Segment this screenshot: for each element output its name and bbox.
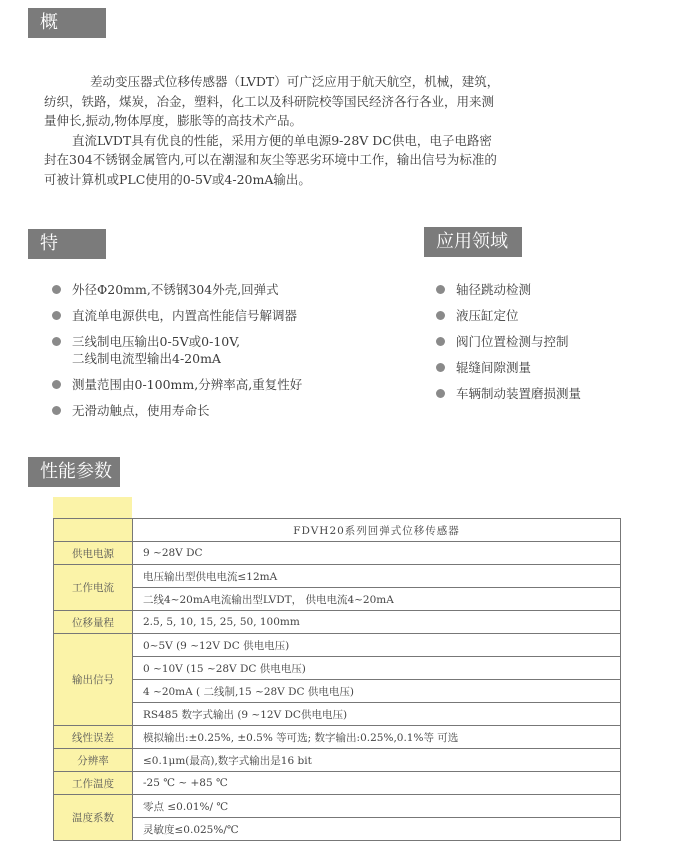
features-heading-text: 特点 — [40, 233, 80, 284]
table-row — [54, 703, 621, 726]
applications-heading — [424, 227, 522, 257]
row-label: 温度系数 — [54, 795, 133, 841]
row-label: 分辨率 — [54, 749, 133, 772]
table-row — [54, 795, 621, 818]
table-row — [54, 565, 621, 588]
feature-item — [48, 281, 388, 298]
row-label: 工作电流 — [54, 565, 133, 611]
table-row — [54, 680, 621, 703]
feature-text: 无滑动触点，使用寿命长 — [72, 403, 210, 418]
table-row — [54, 749, 621, 772]
application-item — [432, 281, 652, 298]
params-heading — [28, 457, 120, 487]
row-value: 0~5V (9 ~12V DC 供电电压) — [133, 634, 621, 657]
row-value: 4 ~20mA ( 二线制,15 ~28V DC 供电电压) — [133, 680, 621, 703]
row-value: 零点 ≤0.01%/ ℃ — [133, 795, 621, 818]
bullet-icon — [436, 389, 445, 398]
overview-heading — [28, 8, 106, 63]
row-value: RS485 数字式输出 (9 ~12V DC供电电压) — [133, 703, 621, 726]
feature-item — [48, 402, 388, 419]
application-text: 车辆制动装置磨损测量 — [456, 386, 582, 401]
row-label: 位移量程 — [54, 611, 133, 634]
table-row — [54, 542, 621, 565]
bullet-icon — [52, 380, 61, 389]
row-value: 2.5, 5, 10, 15, 25, 50, 100mm — [133, 611, 621, 634]
table-row — [54, 726, 621, 749]
row-label: 输出信号 — [54, 634, 133, 726]
application-text: 液压缸定位 — [456, 308, 519, 323]
table-header-tab — [53, 497, 132, 518]
feature-item — [48, 307, 388, 324]
table-row — [54, 519, 621, 542]
application-item — [432, 307, 652, 324]
overview-paragraph-1: 差动变压器式位移传感器（LVDT）可广泛应用于航天航空，机械，建筑，纺织，铁路，煤炭，冶金，塑料，化工以及科研院校等国民经济各行各业，用来测量伸长,振动,物体厚度，膨胀等的高技术产品。 — [44, 74, 500, 128]
application-item — [432, 333, 652, 350]
row-value: 电压输出型供电电流≤12mA — [133, 565, 621, 588]
features-list — [48, 281, 388, 428]
bullet-icon — [436, 363, 445, 372]
application-item — [432, 359, 652, 376]
row-value: 0 ~10V (15 ~28V DC 供电电压) — [133, 657, 621, 680]
row-label: 线性误差 — [54, 726, 133, 749]
applications-heading-text: 应用领域 — [436, 231, 508, 252]
table-title: FDVH20系列回弹式位移传感器 — [133, 519, 621, 542]
feature-text: 直流单电源供电，内置高性能信号解调器 — [72, 308, 298, 323]
bullet-icon — [52, 285, 61, 294]
feature-text: 外径Φ20mm,不锈钢304外壳,回弹式 — [72, 282, 279, 297]
table-row — [54, 818, 621, 841]
bullet-icon — [52, 406, 61, 415]
bullet-icon — [52, 311, 61, 320]
row-value: 灵敏度≤0.025%/℃ — [133, 818, 621, 841]
row-value: 二线4~20mA电流输出型LVDT， 供电电流4~20mA — [133, 588, 621, 611]
row-value: -25 ℃ ~ +85 ℃ — [133, 772, 621, 795]
overview-text — [44, 72, 504, 189]
row-label: 供电电源 — [54, 542, 133, 565]
application-text: 辊缝间隙测量 — [456, 360, 532, 375]
overview-paragraph-2: 直流LVDT具有优良的性能，采用方便的单电源9-28V DC供电，电子电路密封在304不锈钢金属管内,可以在潮湿和灰尘等恶劣环境中工作，输出信号为标准的可被计算机或PLC使用的0-5V或4-20mA输出。 — [44, 132, 497, 187]
table-row — [54, 772, 621, 795]
features-heading — [28, 229, 106, 284]
table-row — [54, 634, 621, 657]
table-row — [54, 588, 621, 611]
overview-heading-text: 概述 — [40, 12, 78, 63]
row-value: ≤0.1μm(最高),数字式输出是16 bit — [133, 749, 621, 772]
bullet-icon — [436, 337, 445, 346]
application-text: 阀门位置检测与控制 — [456, 334, 569, 349]
bullet-icon — [436, 285, 445, 294]
table-row — [54, 611, 621, 634]
feature-text: 测量范围由0-100mm,分辨率高,重复性好 — [72, 377, 303, 392]
feature-item — [48, 376, 388, 393]
row-value: 模拟输出:±0.25%, ±0.5% 等可选; 数字输出:0.25%,0.1%等 可选 — [133, 726, 621, 749]
spec-table — [53, 518, 621, 841]
application-text: 轴径跳动检测 — [456, 282, 532, 297]
bullet-icon — [52, 337, 61, 346]
application-item — [432, 385, 652, 402]
params-heading-text: 性能参数 — [40, 461, 112, 482]
feature-text-line-2: 二线制电流型输出4-20mA — [72, 351, 221, 366]
feature-item — [48, 333, 388, 367]
feature-text: 三线制电压输出0-5V或0-10V, — [72, 334, 241, 349]
bullet-icon — [436, 311, 445, 320]
table-row — [54, 657, 621, 680]
applications-list — [432, 281, 652, 411]
table-corner-cell — [54, 519, 133, 542]
row-value: 9 ~28V DC — [133, 542, 621, 565]
row-label: 工作温度 — [54, 772, 133, 795]
